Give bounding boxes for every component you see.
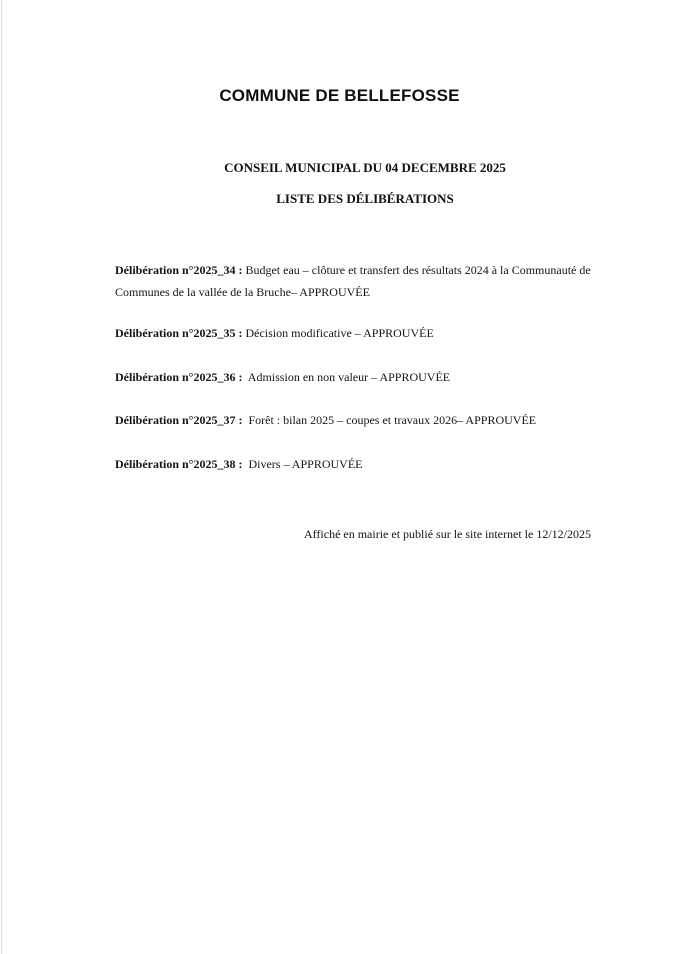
- deliberation-text: Admission en non valeur – APPROUVÉE: [242, 370, 451, 384]
- deliberation-text: Divers – APPROUVÉE: [242, 457, 363, 471]
- deliberation-number: Délibération n°2025_38 :: [115, 457, 243, 471]
- deliberation-item: [115, 366, 615, 388]
- publication-notice: Affiché en mairie et publié sur le site internet le 12/12/2025: [303, 527, 591, 541]
- liste-heading: LISTE DES DÉLIBÉRATIONS: [276, 191, 454, 206]
- deliberation-number: Délibération n°2025_34 :: [115, 263, 243, 277]
- commune-title: COMMUNE DE BELLEFOSSE: [219, 86, 460, 105]
- deliberation-text: Budget eau – clôture et transfert des résultats 2024 à la Communauté de Communes de la vallée de la Bruche– APPROUVÉE: [115, 263, 591, 299]
- deliberation-item: [115, 322, 615, 344]
- deliberation-text: Décision modificative – APPROUVÉE: [242, 326, 434, 340]
- deliberation-item: [115, 409, 615, 431]
- deliberation-text: Forêt : bilan 2025 – coupes et travaux 2026– APPROUVÉE: [242, 413, 537, 427]
- page-edge: [1, 0, 2, 954]
- deliberation-item: [115, 453, 615, 475]
- deliberation-number: Délibération n°2025_35 :: [115, 326, 243, 340]
- deliberation-number: Délibération n°2025_36 :: [115, 370, 243, 384]
- deliberation-number: Délibération n°2025_37 :: [115, 413, 243, 427]
- deliberation-item: [115, 259, 615, 303]
- conseil-heading: CONSEIL MUNICIPAL DU 04 DECEMBRE 2025: [224, 160, 506, 175]
